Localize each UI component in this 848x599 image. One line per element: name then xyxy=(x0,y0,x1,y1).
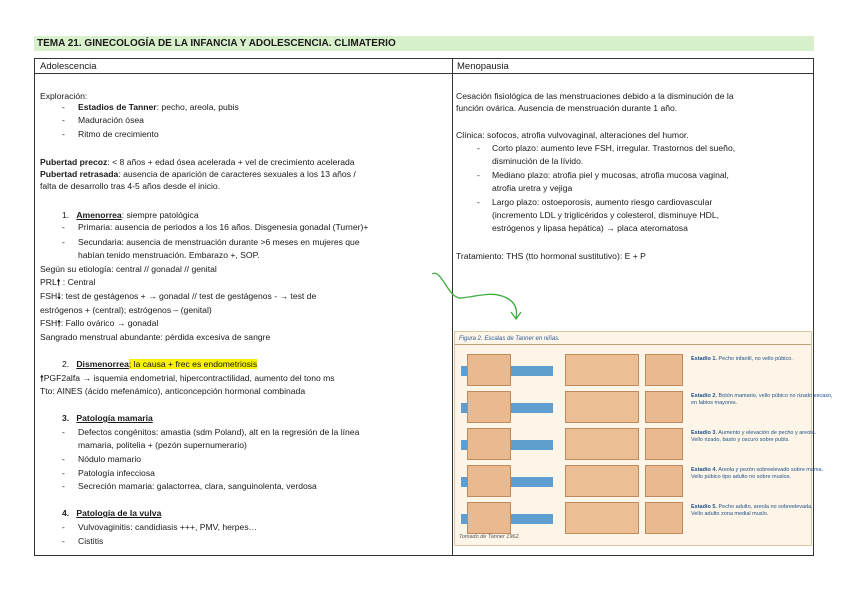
tanner-stage-3: Estadio 3. Aumento y elevación de pecho y areola. Vello rizado, basto y oscuro sobre pubis. xyxy=(455,428,811,460)
vulva-item: Cistitis xyxy=(78,536,104,546)
pubis-image xyxy=(467,391,511,423)
prl-line: PRL🠕 : Central xyxy=(40,277,96,287)
exploracion-label: Exploración: xyxy=(40,91,88,101)
vulva-item: Vulvovaginitis: candidiasis +++, PMV, herpes… xyxy=(78,522,258,532)
amenorrea-primaria: Primaria: ausencia de periodos a los 16 años. Disgenesia gonadal (Turner)+ xyxy=(78,222,369,232)
largo-plazo-line2: (incremento LDL y triglicéridos y colesterol, disminuye HDL, xyxy=(492,210,720,220)
tanner-stage-4: Estadio 4. Areola y pezón sobreelevado sobre mama. Vello púbico tipo adulto no sobre muslos. xyxy=(455,465,811,497)
pubis-image xyxy=(467,465,511,497)
list-item-tanner: Estadios de Tanner: pecho, areola, pubis xyxy=(78,102,239,112)
mamaria-heading: 3. Patología mamaria xyxy=(62,413,153,423)
torso-image xyxy=(565,354,639,386)
pubertad-precoz: Pubertad precoz: < 8 años + edad ósea acelerada + vel de crecimiento acelerada xyxy=(40,157,355,167)
figure-source: Tomado de Tanner 1962. xyxy=(459,534,521,540)
tto-line: Tto: AINES (ácido mefenámico), anticoncepción hormonal combinada xyxy=(40,386,306,396)
pubertad-retrasada-line2: falta de desarrollo tras 4-5 años desde el inicio. xyxy=(40,181,221,191)
fsh-down-line2: estrógenos + (central); estrógenos – (genital) xyxy=(40,305,212,315)
document-title: TEMA 21. GINECOLOGÍA DE LA INFANCIA Y ADOLESCENCIA. CLIMATERIO xyxy=(37,38,396,49)
profile-image xyxy=(645,465,683,497)
pubis-image xyxy=(467,354,511,386)
torso-image xyxy=(565,391,639,423)
pubertad-retrasada: Pubertad retrasada: ausencia de aparición de caracteres sexuales a los 13 años / xyxy=(40,169,356,179)
column-heading-adolescencia: Adolescencia xyxy=(40,61,97,72)
dismenorrea-heading: 2. Dismenorrea; la causa + frec es endometriosis xyxy=(62,359,258,369)
mamaria-item: Patología infecciosa xyxy=(78,468,155,478)
list-item: - xyxy=(62,102,65,112)
menopausia-definition-line2: función ovárica. Ausencia de menstruación durante 1 año. xyxy=(456,103,678,113)
mamaria-item-line2: mamaria, politelia + (pezón supernumerario) xyxy=(78,440,247,450)
tanner-stage-5: Estadio 5. Pecho adulto, areola no sobreelevada. Vello adulto zona medial muslo. xyxy=(455,502,811,534)
torso-image xyxy=(565,502,639,534)
etiologia: Según su etiología: central // gonadal // genital xyxy=(40,264,217,274)
fsh-down-line: FSH🠗: test de gestágenos + → gonadal // test de gestágenos - → test de xyxy=(40,291,317,301)
mamaria-item: Nódulo mamario xyxy=(78,454,142,464)
mediano-plazo-line2: atrofia uretra y vejiga xyxy=(492,183,573,193)
mediano-plazo: Mediano plazo: atrofia piel y mucosas, atrofia mucosa vaginal, xyxy=(492,170,729,180)
sangrado: Sangrado menstrual abundante: pérdida excesiva de sangre xyxy=(40,332,271,342)
pubis-image xyxy=(467,428,511,460)
fsh-up-line: FSH🠕: Fallo ovárico → gonadal xyxy=(40,318,159,328)
clinica: Clínica: sofocos, atrofia vulvovaginal, alteraciones del humor. xyxy=(456,130,689,140)
amenorrea-secundaria: Secundaria: ausencia de menstruación durante >6 meses en mujeres que xyxy=(78,237,360,247)
torso-image xyxy=(565,428,639,460)
profile-image xyxy=(645,391,683,423)
largo-plazo: Largo plazo: ostoeporosis, aumento riesgo cardiovascular xyxy=(492,197,713,207)
arrow-up-icon: 🠕 xyxy=(57,318,61,328)
figure-caption: Figura 2. Escalas de Tanner en niñas. xyxy=(459,336,560,342)
pgf-line: 🠕PGF2alfa → isquemia endometrial, hipercontractilidad, aumento del tono ms xyxy=(40,373,335,383)
list-item-maduracion: Maduración ósea xyxy=(78,115,144,125)
profile-image xyxy=(645,428,683,460)
tanner-figure xyxy=(454,331,833,546)
profile-image xyxy=(645,502,683,534)
profile-image xyxy=(645,354,683,386)
arrow-up-icon: 🠕 xyxy=(40,373,44,383)
arrow-down-icon: 🠗 xyxy=(57,291,61,301)
column-heading-menopausia: Menopausia xyxy=(457,61,509,72)
amenorrea-heading: 1. Amenorrea: siempre patológica xyxy=(62,210,199,220)
menopausia-definition: Cesación fisiológica de las menstruaciones debido a la disminución de la xyxy=(456,91,734,101)
pubis-image xyxy=(467,502,511,534)
list-item-ritmo: Ritmo de crecimiento xyxy=(78,129,159,139)
handdrawn-arrow-icon xyxy=(430,270,530,325)
corto-plazo-line2: disminución de la lívido. xyxy=(492,156,584,166)
amenorrea-secundaria-line2: habían tenido menstruación. Embarazo +, SOP. xyxy=(78,250,260,260)
torso-image xyxy=(565,465,639,497)
corto-plazo: Corto plazo: aumento leve FSH, irregular. Trastornos del sueño, xyxy=(492,143,736,153)
arrow-up-icon: 🠕 xyxy=(56,277,61,287)
tratamiento: Tratamiento: THS (tto hormonal sustitutivo): E + P xyxy=(456,251,646,261)
vulva-heading: 4. Patología de la vulva xyxy=(62,508,162,518)
mamaria-item: Defectos congénitos: amastia (sdm Poland), alt en la regresión de la línea xyxy=(78,427,360,437)
mamaria-item: Secreción mamaria: galactorrea, clara, sanguinolenta, verdosa xyxy=(78,481,317,491)
largo-plazo-line3: estrógenos y lipasa hepática) → placa ateromatosa xyxy=(492,223,688,233)
tanner-stage-2: Estadio 2. Botón mamario, vello púbico no rizado escaso, en labios mayores. xyxy=(455,391,811,423)
header-divider xyxy=(35,73,813,74)
tanner-stage-1: Estadio 1. Pecho infantil, no vello púbico. xyxy=(455,354,811,386)
